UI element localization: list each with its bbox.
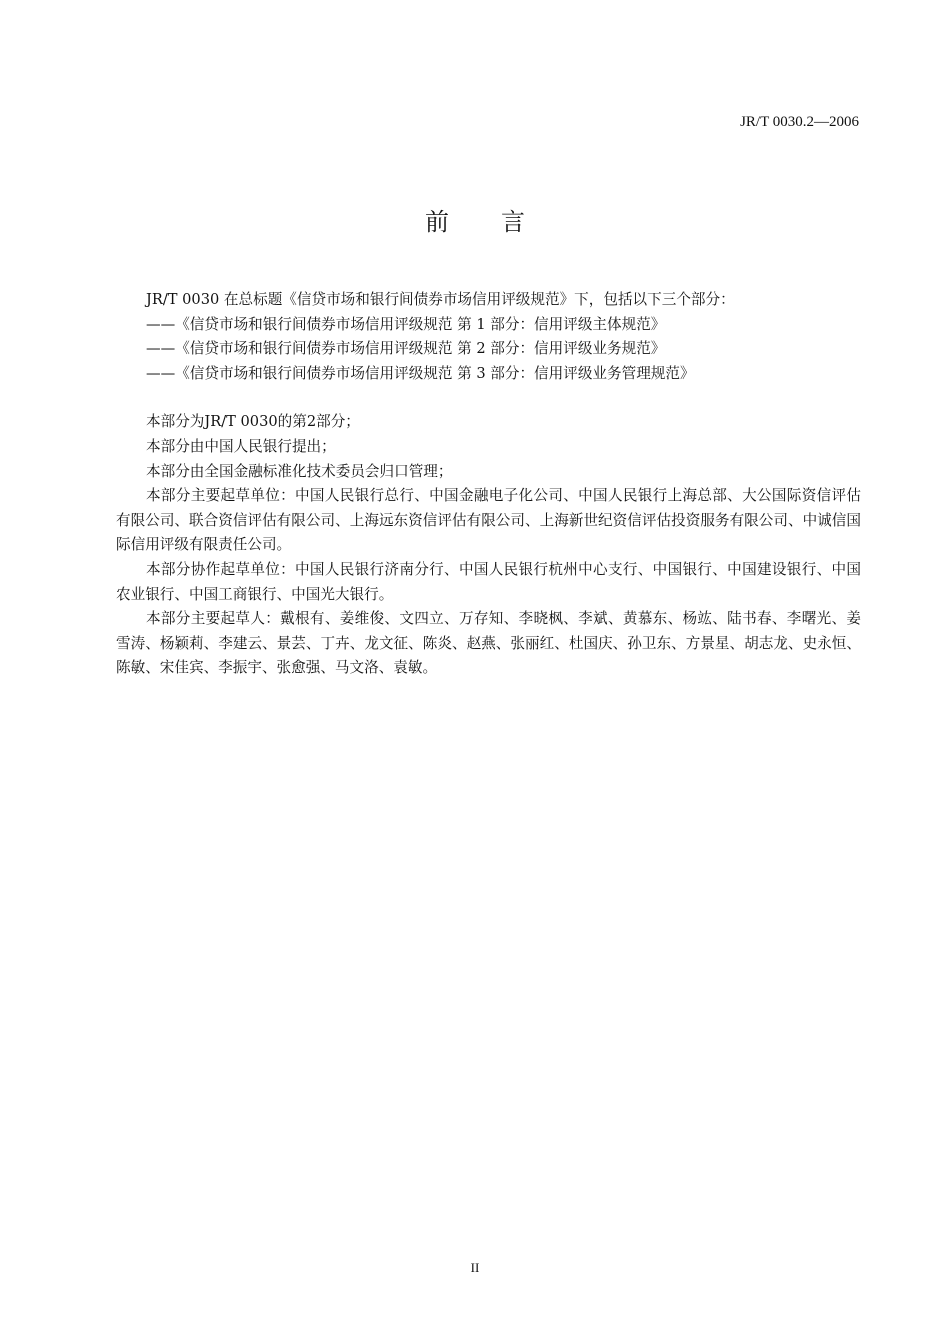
intro-line: JR/T 0030 在总标题《信贷市场和银行间债券市场信用评级规范》下，包括以下三个部分： xyxy=(146,291,735,308)
document-code: JR/T 0030.2—2006 xyxy=(740,114,859,130)
paragraph-administrator: 本部分由全国金融标准化技术委员会归口管理； xyxy=(146,462,453,480)
paragraph-main-drafters: 本部分主要起草人：戴根有、姜维俊、文四立、万存知、李晓枫、李斌、黄慕东、杨竑、陆书春、李曙光、姜雪涛、杨颖莉、李建云、景芸、丁卉、龙文征、陈炎、赵燕、张丽红、杜国庆、孙卫东、方景星、胡志龙、史永恒、陈敏、宋佳宾、李振宇、张愈强、马文洛、袁敏。 xyxy=(116,610,861,677)
foreword-body xyxy=(116,288,861,681)
title-char-2: 言 xyxy=(501,208,525,236)
paragraph-part-number: 本部分为JR/T 0030的第2部分； xyxy=(146,413,360,431)
title-char-1: 前 xyxy=(425,208,449,236)
page-title xyxy=(0,202,950,237)
paragraph-cooperating-units: 本部分协作起草单位：中国人民银行济南分行、中国人民银行杭州中心支行、中国银行、中国建设银行、中国农业银行、中国工商银行、中国光大银行。 xyxy=(116,560,861,603)
paragraph-main-drafters-units: 本部分主要起草单位：中国人民银行总行、中国金融电子化公司、中国人民银行上海总部、大公国际资信评估有限公司、联合资信评估有限公司、上海远东资信评估有限公司、上海新世纪资信评估投资服务有限公司、中诚信国际信用评级有限责任公司。 xyxy=(116,487,861,554)
page-number: II xyxy=(470,1260,480,1275)
part-item-2: ——《信贷市场和银行间债券市场信用评级规范 第 2 部分：信用评级业务规范》 xyxy=(146,340,666,358)
part-item-3: ——《信贷市场和银行间债券市场信用评级规范 第 3 部分：信用评级业务管理规范》 xyxy=(146,364,695,382)
part-item-1: ——《信贷市场和银行间债券市场信用评级规范 第 1 部分：信用评级主体规范》 xyxy=(146,315,666,333)
paragraph-proposer: 本部分由中国人民银行提出； xyxy=(146,437,336,455)
